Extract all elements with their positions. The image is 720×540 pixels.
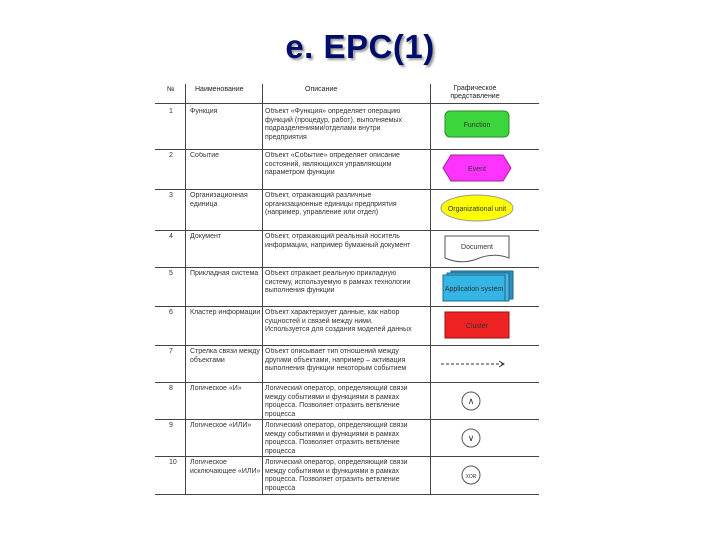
row-number: 9	[169, 422, 173, 429]
shape-label: ∧	[467, 396, 475, 406]
row-number: 2	[169, 152, 173, 159]
shape-label: Document	[461, 244, 493, 251]
row-number: 8	[169, 385, 173, 392]
shape-label: Function	[463, 122, 491, 129]
row-description: Логический оператор, определяющий связи между событиями и функциями в рамках процесса. Позволяет отразить ветвление процесса	[265, 422, 408, 455]
or-connector-graphic	[437, 421, 537, 455]
header-desc: Описание	[305, 86, 338, 93]
table-row	[155, 419, 539, 456]
app-system-box-graphic	[437, 269, 537, 303]
row-name: Организационная единица	[190, 192, 248, 208]
and-connector-graphic	[437, 384, 537, 418]
row-description: Объект характеризует данные, как набор сущностей и связей между ними. Используется для создания моделей данных	[265, 309, 412, 334]
document-shape-graphic	[437, 232, 537, 266]
row-description: Логический оператор, определяющий связи между событиями и функциями в рамках процесса. Позволяет отразить ветвление процесса	[265, 385, 408, 418]
table-row	[155, 230, 539, 267]
cluster-box-graphic	[437, 308, 537, 342]
row-description: Объект «Функция» определяет операцию функций (процедур, работ), выполняемых подразделениями/отделами внутри предприятия	[265, 108, 402, 141]
row-number: 1	[169, 108, 173, 115]
row-name: Стрелка связи между объектами	[190, 348, 260, 364]
row-description: Объект описывает тип отношений между другими объектами, например – активация выполнения функции некоторым событием	[265, 348, 407, 373]
row-number: 3	[169, 192, 173, 199]
row-name: Прикладная система	[190, 270, 259, 277]
xor-connector-graphic	[437, 458, 537, 492]
row-divider	[155, 494, 539, 495]
table-row	[155, 105, 539, 149]
row-description: Объект «Событие» определяет описание состояний, являющихся управляющим параметром функции	[265, 152, 400, 177]
dashed-arrow-icon	[437, 347, 537, 381]
table-row	[155, 382, 539, 419]
table-row	[155, 189, 539, 230]
row-name: Логическое «И»	[190, 385, 242, 392]
org-ellipse-icon	[437, 191, 537, 225]
app-system-box-icon	[437, 269, 537, 303]
table-row	[155, 456, 539, 494]
row-name: Событие	[190, 152, 219, 159]
row-name: Документ	[190, 233, 222, 240]
event-hexagon-graphic	[437, 151, 537, 185]
row-number: 4	[169, 233, 173, 240]
document-shape-icon	[437, 232, 537, 266]
row-number: 7	[169, 348, 173, 355]
function-box-graphic	[437, 107, 537, 141]
table-row	[155, 306, 539, 345]
row-description: Объект отражает реальную прикладную систему, используемую в рамках технологии выполнения функции	[265, 270, 411, 295]
shape-label: ∨	[467, 433, 475, 443]
header-num: №	[167, 86, 175, 93]
header-name: Наименование	[195, 86, 244, 93]
cluster-box-icon	[437, 308, 537, 342]
row-description: Объект, отражающий различные организационные единицы предприятия (например, управление или отдел)	[265, 192, 397, 217]
event-hexagon-icon	[437, 151, 537, 185]
row-name: Функция	[190, 108, 218, 115]
row-name: Логическое «ИЛИ»	[190, 422, 252, 429]
row-name: Кластер информации	[190, 309, 261, 316]
shape-label: Organizational unit	[447, 206, 507, 213]
shape-label: Cluster	[465, 323, 489, 330]
and-connector-icon	[437, 384, 537, 418]
org-ellipse-graphic	[437, 191, 537, 225]
table-row	[155, 149, 539, 189]
shape-label: Event	[468, 166, 486, 173]
or-connector-icon	[437, 421, 537, 455]
shape-label: Application system	[444, 286, 504, 293]
row-description: Логический оператор, определяющий связи между событиями и функциями в рамках процесса. Позволяет отразить ветвление процесса	[265, 459, 408, 492]
xor-connector-icon	[437, 458, 537, 492]
slide-title: e. EPC(1)	[285, 28, 435, 65]
table-row	[155, 267, 539, 306]
row-description: Объект, отражающий реальный носитель информации, например бумажный документ	[265, 233, 411, 249]
epc-objects-table	[155, 82, 539, 495]
dashed-arrow-graphic	[437, 347, 537, 381]
row-name: Логическое исключающее «ИЛИ»	[190, 459, 261, 475]
row-number: 10	[169, 459, 177, 466]
row-number: 5	[169, 270, 173, 277]
row-number: 6	[169, 309, 173, 316]
table-row	[155, 345, 539, 382]
row-divider	[155, 103, 539, 104]
header-graphic: Графическое представление	[450, 85, 500, 100]
function-box-icon	[437, 107, 537, 141]
shape-label: XOR	[465, 474, 477, 480]
